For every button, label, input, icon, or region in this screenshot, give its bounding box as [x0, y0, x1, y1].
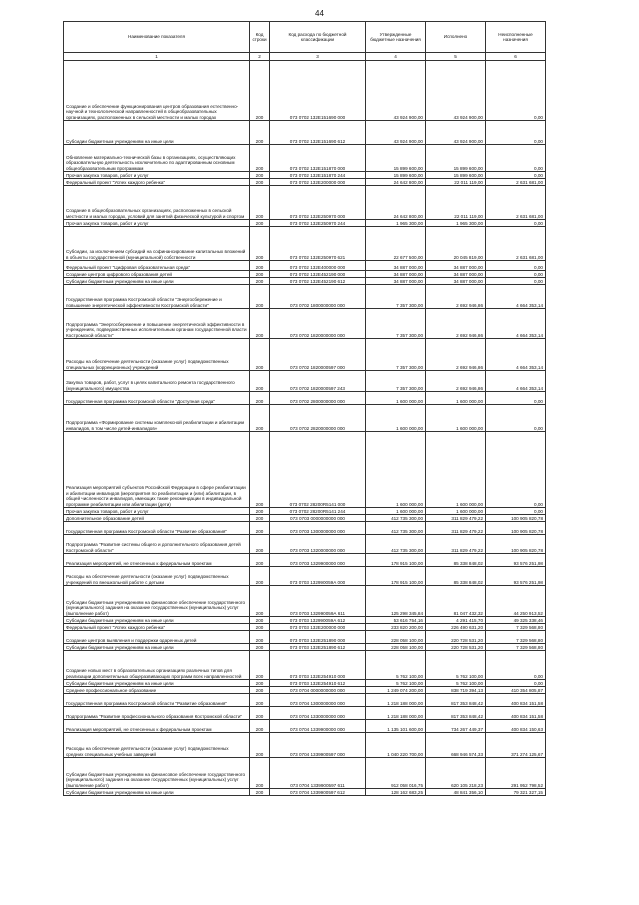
row-approved-amount: 5 762 100,00	[366, 680, 426, 687]
row-unexecuted-amount: 49 325 338,46	[486, 617, 546, 624]
row-indicator-name: Реализация мероприятий субъектов Российской Федерации в сфере реабилитации и абилитации инвалидов (мероприятия по реабилитации и (или) абилитации, в общей численности инвалидов, имеющих такие рекомендации в индивидуальной программе реабилитации или абилитации (дети)	[64, 432, 250, 508]
row-budget-code: 073 0702 132E250970 621	[270, 227, 366, 261]
row-approved-amount: 228 058 100,00	[366, 644, 426, 651]
table-row	[64, 651, 546, 680]
row-unexecuted-amount: 0,00	[486, 271, 546, 278]
row-budget-code: 073 0702 132E400000 000	[270, 261, 366, 271]
row-indicator-name: Субсидии бюджетным учреждениям на иные цели	[64, 617, 250, 624]
row-approved-amount: 43 924 900,00	[366, 61, 426, 121]
row-budget-code: 073 0702 132E200000 000	[270, 179, 366, 186]
row-budget-code: 073 0702 1800000000 000	[270, 285, 366, 309]
row-indicator-name: Государственная программа Костромской области "Развитие образования"	[64, 694, 250, 707]
row-line-code: 200	[250, 624, 270, 631]
row-indicator-name: Среднее профессиональное образование	[64, 687, 250, 694]
row-indicator-name: Федеральный проект "Цифровая образовательная среда"	[64, 261, 250, 271]
row-executed-amount: 1 600 000,00	[426, 405, 486, 432]
budget-execution-table	[63, 21, 546, 796]
row-line-code: 200	[250, 186, 270, 220]
row-approved-amount: 24 642 800,00	[366, 179, 426, 186]
row-indicator-name: Прочая закупка товаров, работ и услуг	[64, 220, 250, 227]
row-unexecuted-amount: 7 329 568,80	[486, 624, 546, 631]
row-approved-amount: 178 915 100,00	[366, 554, 426, 567]
table-row	[64, 644, 546, 651]
column-number: 2	[250, 53, 270, 61]
row-executed-amount: 22 011 119,00	[426, 186, 486, 220]
row-budget-code: 073 0702 132E151870 000	[270, 145, 366, 172]
row-approved-amount: 128 162 683,25	[366, 789, 426, 796]
row-executed-amount: 620 105 218,23	[426, 758, 486, 789]
column-number: 6	[486, 53, 546, 61]
row-budget-code: 073 0703 132E254910 000	[270, 651, 366, 680]
row-indicator-name: Закупка товаров, работ, услуг в целях капитального ремонта государственного (муниципального) имущества	[64, 371, 250, 392]
row-budget-code: 073 0703 132990059А 611	[270, 586, 366, 617]
row-line-code: 200	[250, 309, 270, 339]
table-row	[64, 631, 546, 644]
row-executed-amount: 1 600 000,00	[426, 508, 486, 515]
row-executed-amount: 311 829 479,22	[426, 515, 486, 522]
row-executed-amount: 48 841 356,10	[426, 789, 486, 796]
table-row	[64, 694, 546, 707]
row-approved-amount: 1 600 000,00	[366, 405, 426, 432]
row-approved-amount: 34 887 000,00	[366, 261, 426, 271]
row-approved-amount: 233 820 200,00	[366, 624, 426, 631]
row-budget-code: 073 0702 1820000597 243	[270, 371, 366, 392]
row-executed-amount: 43 924 900,00	[426, 121, 486, 145]
row-executed-amount: 838 719 394,13	[426, 687, 486, 694]
row-line-code: 200	[250, 720, 270, 733]
row-line-code: 200	[250, 617, 270, 624]
row-line-code: 200	[250, 680, 270, 687]
row-indicator-name: Субсидии бюджетным учреждениям на иные цели	[64, 278, 250, 285]
row-approved-amount: 1 218 188 000,00	[366, 707, 426, 720]
row-budget-code: 073 0703 1320000000 000	[270, 535, 366, 554]
table-row	[64, 720, 546, 733]
row-indicator-name: Субсидии, за исключением субсидий на софинансирование капитальных вложений в объекты государственной (муниципальной) собственности	[64, 227, 250, 261]
row-indicator-name: Обновление материально-технической базы в организациях, осуществляющих образовательную деятельность исключительно по адаптированным основным общеобразовательным программам	[64, 145, 250, 172]
row-line-code: 200	[250, 121, 270, 145]
row-line-code: 200	[250, 172, 270, 179]
row-indicator-name: Прочая закупка товаров, работ и услуг	[64, 172, 250, 179]
row-approved-amount: 1 040 220 700,00	[366, 733, 426, 758]
row-budget-code: 073 0702 132E452190 000	[270, 271, 366, 278]
row-line-code: 200	[250, 405, 270, 432]
row-indicator-name: Расходы на обеспечение деятельности (оказание услуг) подведомственных средних специальных учебных заведений	[64, 733, 250, 758]
row-budget-code: 073 0703 0000000000 000	[270, 515, 366, 522]
row-executed-amount: 4 291 415,70	[426, 617, 486, 624]
row-budget-code: 073 0702 132E151870 244	[270, 172, 366, 179]
table-row	[64, 680, 546, 687]
row-approved-amount: 412 735 300,00	[366, 515, 426, 522]
row-indicator-name: Создание и обеспечение функционирования центров образования естественно-научной и технологической направленностей в общеобразовательных организациях, расположенных в сельской местности и малых городах	[64, 61, 250, 121]
row-approved-amount: 34 887 000,00	[366, 278, 426, 285]
row-indicator-name: Подпрограмма "Развитие профессионального образования Костромской области"	[64, 707, 250, 720]
row-line-code: 200	[250, 515, 270, 522]
row-line-code: 200	[250, 145, 270, 172]
row-executed-amount: 5 762 100,00	[426, 680, 486, 687]
row-indicator-name: Создание центров выявления и поддержки одаренных детей	[64, 631, 250, 644]
row-indicator-name: Субсидии бюджетным учреждениям на иные цели	[64, 644, 250, 651]
row-budget-code: 073 0703 132990059А 612	[270, 617, 366, 624]
row-executed-amount: 2 692 946,86	[426, 339, 486, 371]
row-executed-amount: 668 946 574,33	[426, 733, 486, 758]
row-budget-code: 073 0703 1329900000 000	[270, 554, 366, 567]
row-budget-code: 073 0704 0000000000 000	[270, 687, 366, 694]
row-unexecuted-amount: 7 329 568,80	[486, 644, 546, 651]
row-line-code: 200	[250, 567, 270, 586]
table-row	[64, 186, 546, 220]
column-number: 1	[64, 53, 250, 61]
row-budget-code: 073 0704 1339900597 000	[270, 733, 366, 758]
row-approved-amount: 125 298 345,84	[366, 586, 426, 617]
row-approved-amount: 1 600 000,00	[366, 392, 426, 405]
row-executed-amount: 734 267 449,37	[426, 720, 486, 733]
row-unexecuted-amount: 371 274 125,67	[486, 733, 546, 758]
row-unexecuted-amount: 79 321 327,15	[486, 789, 546, 796]
row-indicator-name: Субсидии бюджетным учреждениям на иные цели	[64, 789, 250, 796]
row-approved-amount: 43 924 900,00	[366, 121, 426, 145]
row-unexecuted-amount: 0,00	[486, 61, 546, 121]
row-approved-amount: 15 899 600,00	[366, 145, 426, 172]
row-executed-amount: 2 692 946,86	[426, 285, 486, 309]
row-approved-amount: 912 058 016,75	[366, 758, 426, 789]
table-row	[64, 617, 546, 624]
row-unexecuted-amount: 2 631 681,00	[486, 179, 546, 186]
row-approved-amount: 228 058 100,00	[366, 631, 426, 644]
table-row	[64, 227, 546, 261]
header-executed: Исполнено	[426, 22, 486, 53]
row-line-code: 200	[250, 651, 270, 680]
row-budget-code: 073 0704 1339900597 611	[270, 758, 366, 789]
row-line-code: 200	[250, 707, 270, 720]
table-row	[64, 733, 546, 758]
row-approved-amount: 1 965 300,00	[366, 220, 426, 227]
row-executed-amount: 22 011 119,00	[426, 179, 486, 186]
row-unexecuted-amount: 2 631 681,00	[486, 186, 546, 220]
row-budget-code: 073 0703 132E251890 000	[270, 631, 366, 644]
row-indicator-name: Государственная программа Костромской области "Доступная среда"	[64, 392, 250, 405]
table-row	[64, 687, 546, 694]
row-executed-amount: 5 762 100,00	[426, 651, 486, 680]
row-indicator-name: Федеральный проект "Успех каждого ребенка"	[64, 179, 250, 186]
table-row	[64, 758, 546, 789]
row-executed-amount: 81 047 432,32	[426, 586, 486, 617]
row-budget-code: 073 0702 2820000000 000	[270, 405, 366, 432]
table-row	[64, 220, 546, 227]
row-line-code: 200	[250, 758, 270, 789]
row-budget-code: 073 0704 1339900597 612	[270, 789, 366, 796]
column-number: 3	[270, 53, 366, 61]
row-executed-amount: 226 490 631,20	[426, 624, 486, 631]
table-row	[64, 789, 546, 796]
row-budget-code: 073 0702 1820000597 000	[270, 339, 366, 371]
row-budget-code: 073 0702 132E250970 244	[270, 220, 366, 227]
row-unexecuted-amount: 0,00	[486, 261, 546, 271]
row-unexecuted-amount: 7 329 568,80	[486, 631, 546, 644]
row-budget-code: 073 0704 1330000000 000	[270, 707, 366, 720]
row-unexecuted-amount: 291 952 798,52	[486, 758, 546, 789]
row-line-code: 200	[250, 285, 270, 309]
row-line-code: 200	[250, 631, 270, 644]
header-indicator-name: Наименование показателя	[64, 22, 250, 53]
row-indicator-name: Государственная программа Костромской области "Энергосбережение и повышение энергетической эффективности Костромской области"	[64, 285, 250, 309]
row-executed-amount: 1 965 300,00	[426, 220, 486, 227]
table-row	[64, 535, 546, 554]
row-executed-amount: 34 887 000,00	[426, 271, 486, 278]
table-row	[64, 508, 546, 515]
table-row	[64, 339, 546, 371]
row-line-code: 200	[250, 586, 270, 617]
row-line-code: 200	[250, 339, 270, 371]
row-unexecuted-amount: 44 250 913,52	[486, 586, 546, 617]
row-executed-amount: 220 728 531,20	[426, 644, 486, 651]
row-line-code: 200	[250, 179, 270, 186]
row-indicator-name: Субсидии бюджетным учреждениям на иные цели	[64, 680, 250, 687]
row-executed-amount: 15 899 600,00	[426, 145, 486, 172]
row-executed-amount: 220 728 531,20	[426, 631, 486, 644]
row-approved-amount: 1 249 074 200,00	[366, 687, 426, 694]
table-row	[64, 567, 546, 586]
row-line-code: 200	[250, 278, 270, 285]
header-budget-classification-code: Код расхода по бюджетной классификации	[270, 22, 366, 53]
row-executed-amount: 85 338 848,02	[426, 567, 486, 586]
row-approved-amount: 7 357 300,00	[366, 285, 426, 309]
row-unexecuted-amount: 4 664 353,14	[486, 371, 546, 392]
row-budget-code: 073 0703 132990059А 000	[270, 567, 366, 586]
row-approved-amount: 1 600 000,00	[366, 508, 426, 515]
row-line-code: 200	[250, 392, 270, 405]
row-line-code: 200	[250, 554, 270, 567]
row-executed-amount: 15 899 600,00	[426, 172, 486, 179]
row-approved-amount: 412 735 300,00	[366, 522, 426, 535]
row-approved-amount: 7 357 300,00	[366, 339, 426, 371]
row-executed-amount: 34 887 000,00	[426, 278, 486, 285]
row-budget-code: 073 0703 1300000000 000	[270, 522, 366, 535]
row-unexecuted-amount: 0,00	[486, 680, 546, 687]
table-row	[64, 278, 546, 285]
row-unexecuted-amount: 4 664 353,14	[486, 309, 546, 339]
row-unexecuted-amount: 93 576 251,98	[486, 554, 546, 567]
table-row	[64, 586, 546, 617]
row-indicator-name: Государственная программа Костромской области "Развитие образования"	[64, 522, 250, 535]
row-line-code: 200	[250, 508, 270, 515]
row-budget-code: 073 0702 132E452190 612	[270, 278, 366, 285]
row-unexecuted-amount: 0,00	[486, 172, 546, 179]
row-unexecuted-amount: 0,00	[486, 278, 546, 285]
row-budget-code: 073 0703 132E251890 612	[270, 644, 366, 651]
table-row	[64, 405, 546, 432]
table-row	[64, 624, 546, 631]
table-row	[64, 707, 546, 720]
row-indicator-name: Субсидии бюджетным учреждениям на финансовое обеспечение государственного (муниципального) задания на оказание государственных (муниципальных) услуг (выполнение работ)	[64, 586, 250, 617]
row-line-code: 200	[250, 271, 270, 278]
row-unexecuted-amount: 0,00	[486, 432, 546, 508]
row-line-code: 200	[250, 371, 270, 392]
row-unexecuted-amount: 2 631 681,00	[486, 227, 546, 261]
row-budget-code: 073 0702 28200R5141 244	[270, 508, 366, 515]
table-row	[64, 121, 546, 145]
row-indicator-name: Создание новых мест в образовательных организациях различных типов для реализации дополнительных общеразвивающих программ всех направленностей	[64, 651, 250, 680]
row-line-code: 200	[250, 61, 270, 121]
row-executed-amount: 85 338 848,02	[426, 554, 486, 567]
row-unexecuted-amount: 93 576 251,98	[486, 567, 546, 586]
table-row	[64, 522, 546, 535]
row-budget-code: 073 0703 132E254910 612	[270, 680, 366, 687]
row-indicator-name: Реализация мероприятий, не отнесенных к федеральным проектам	[64, 720, 250, 733]
row-executed-amount: 43 924 900,00	[426, 61, 486, 121]
row-unexecuted-amount: 100 905 820,78	[486, 515, 546, 522]
row-line-code: 200	[250, 644, 270, 651]
row-approved-amount: 5 762 100,00	[366, 651, 426, 680]
table-row	[64, 271, 546, 278]
row-budget-code: 073 0703 132E200000 000	[270, 624, 366, 631]
page-number: 44	[315, 9, 324, 18]
row-unexecuted-amount: 100 905 820,78	[486, 535, 546, 554]
row-unexecuted-amount: 0,00	[486, 392, 546, 405]
row-indicator-name: Подпрограмма «Формирование системы комплексной реабилитации и абилитации инвалидов, в том числе детей-инвалидов»	[64, 405, 250, 432]
row-unexecuted-amount: 0,00	[486, 508, 546, 515]
row-executed-amount: 1 600 000,00	[426, 392, 486, 405]
row-approved-amount: 1 135 101 600,00	[366, 720, 426, 733]
header-line-code: Код строки	[250, 22, 270, 53]
row-budget-code: 073 0702 28200R5141 000	[270, 432, 366, 508]
row-executed-amount: 2 692 946,86	[426, 309, 486, 339]
row-line-code: 200	[250, 535, 270, 554]
header-approved-appropriations: Утвержденные бюджетные назначения	[366, 22, 426, 53]
row-indicator-name: Реализация мероприятий, не отнесенных к федеральным проектам	[64, 554, 250, 567]
row-executed-amount: 817 353 848,42	[426, 707, 486, 720]
row-unexecuted-amount: 4 664 353,14	[486, 339, 546, 371]
row-indicator-name: Подпрограмма "Развитие системы общего и дополнительного образования детей Костромской области"	[64, 535, 250, 554]
column-number: 4	[366, 53, 426, 61]
row-executed-amount: 2 692 946,86	[426, 371, 486, 392]
row-budget-code: 073 0702 2800000000 000	[270, 392, 366, 405]
column-number-row	[64, 53, 546, 61]
row-unexecuted-amount: 400 834 150,63	[486, 720, 546, 733]
row-unexecuted-amount: 0,00	[486, 145, 546, 172]
table-row	[64, 371, 546, 392]
row-executed-amount: 311 829 479,22	[426, 522, 486, 535]
row-indicator-name: Расходы на обеспечение деятельности (оказание услуг) подведомственных специальных (коррекционных) учреждений	[64, 339, 250, 371]
row-approved-amount: 22 677 500,00	[366, 227, 426, 261]
row-budget-code: 073 0702 132E151690 000	[270, 61, 366, 121]
row-line-code: 200	[250, 227, 270, 261]
row-line-code: 200	[250, 522, 270, 535]
row-budget-code: 073 0704 1339900000 000	[270, 720, 366, 733]
row-approved-amount: 7 357 300,00	[366, 309, 426, 339]
table-row	[64, 179, 546, 186]
header-unexecuted-appropriations: Неисполненные назначения	[486, 22, 546, 53]
row-indicator-name: Создание в общеобразовательных организациях, расположенных в сельской местности и малых городах, условий для занятий физической культурой и спортом	[64, 186, 250, 220]
row-unexecuted-amount: 100 905 820,78	[486, 522, 546, 535]
row-unexecuted-amount: 0,00	[486, 220, 546, 227]
row-approved-amount: 7 357 300,00	[366, 371, 426, 392]
row-line-code: 200	[250, 687, 270, 694]
row-unexecuted-amount: 410 354 805,87	[486, 687, 546, 694]
row-line-code: 200	[250, 432, 270, 508]
table-header-row	[64, 22, 546, 53]
table-row	[64, 172, 546, 179]
row-indicator-name: Создание центров цифрового образования детей	[64, 271, 250, 278]
table-row	[64, 145, 546, 172]
row-approved-amount: 53 616 754,16	[366, 617, 426, 624]
row-line-code: 200	[250, 220, 270, 227]
table-row	[64, 309, 546, 339]
table-row	[64, 554, 546, 567]
row-executed-amount: 34 887 000,00	[426, 261, 486, 271]
row-indicator-name: Федеральный проект "Успех каждого ребенка"	[64, 624, 250, 631]
row-approved-amount: 1 600 000,00	[366, 432, 426, 508]
row-budget-code: 073 0702 132E151690 612	[270, 121, 366, 145]
row-indicator-name: Расходы на обеспечение деятельности (оказание услуг) подведомственных учреждений по внешкольной работе с детьми	[64, 567, 250, 586]
row-line-code: 200	[250, 261, 270, 271]
table-row	[64, 285, 546, 309]
row-executed-amount: 817 353 848,42	[426, 694, 486, 707]
table-row	[64, 392, 546, 405]
row-approved-amount: 412 735 300,00	[366, 535, 426, 554]
row-indicator-name: Субсидии бюджетным учреждениям на иные цели	[64, 121, 250, 145]
row-indicator-name: Подпрограмма "Энергосбережение и повышение энергетической эффективности в учреждениях, подведомственных исполнительным органам государственной власти Костромской области"	[64, 309, 250, 339]
table-body	[64, 61, 546, 796]
row-unexecuted-amount: 400 834 151,58	[486, 694, 546, 707]
row-approved-amount: 34 887 000,00	[366, 271, 426, 278]
column-number: 5	[426, 53, 486, 61]
row-budget-code: 073 0702 132E250970 000	[270, 186, 366, 220]
table-row	[64, 515, 546, 522]
row-indicator-name: Прочая закупка товаров, работ и услуг	[64, 508, 250, 515]
row-unexecuted-amount: 0,00	[486, 651, 546, 680]
row-budget-code: 073 0702 1820000000 000	[270, 309, 366, 339]
row-executed-amount: 20 045 819,00	[426, 227, 486, 261]
row-approved-amount: 24 642 800,00	[366, 186, 426, 220]
row-budget-code: 073 0704 1300000000 000	[270, 694, 366, 707]
row-unexecuted-amount: 4 664 353,14	[486, 285, 546, 309]
row-line-code: 200	[250, 733, 270, 758]
row-approved-amount: 1 218 188 000,00	[366, 694, 426, 707]
row-executed-amount: 1 600 000,00	[426, 432, 486, 508]
row-approved-amount: 15 899 600,00	[366, 172, 426, 179]
row-unexecuted-amount: 0,00	[486, 405, 546, 432]
table-row	[64, 61, 546, 121]
row-executed-amount: 311 829 479,22	[426, 535, 486, 554]
row-unexecuted-amount: 400 834 151,58	[486, 707, 546, 720]
table-row	[64, 432, 546, 508]
row-indicator-name: Субсидии бюджетным учреждениям на финансовое обеспечение государственного (муниципального) задания на оказание государственных (муниципальных) услуг (выполнение работ)	[64, 758, 250, 789]
row-line-code: 200	[250, 789, 270, 796]
row-indicator-name: Дополнительное образование детей	[64, 515, 250, 522]
row-line-code: 200	[250, 694, 270, 707]
row-approved-amount: 178 915 100,00	[366, 567, 426, 586]
row-unexecuted-amount: 0,00	[486, 121, 546, 145]
table-row	[64, 261, 546, 271]
